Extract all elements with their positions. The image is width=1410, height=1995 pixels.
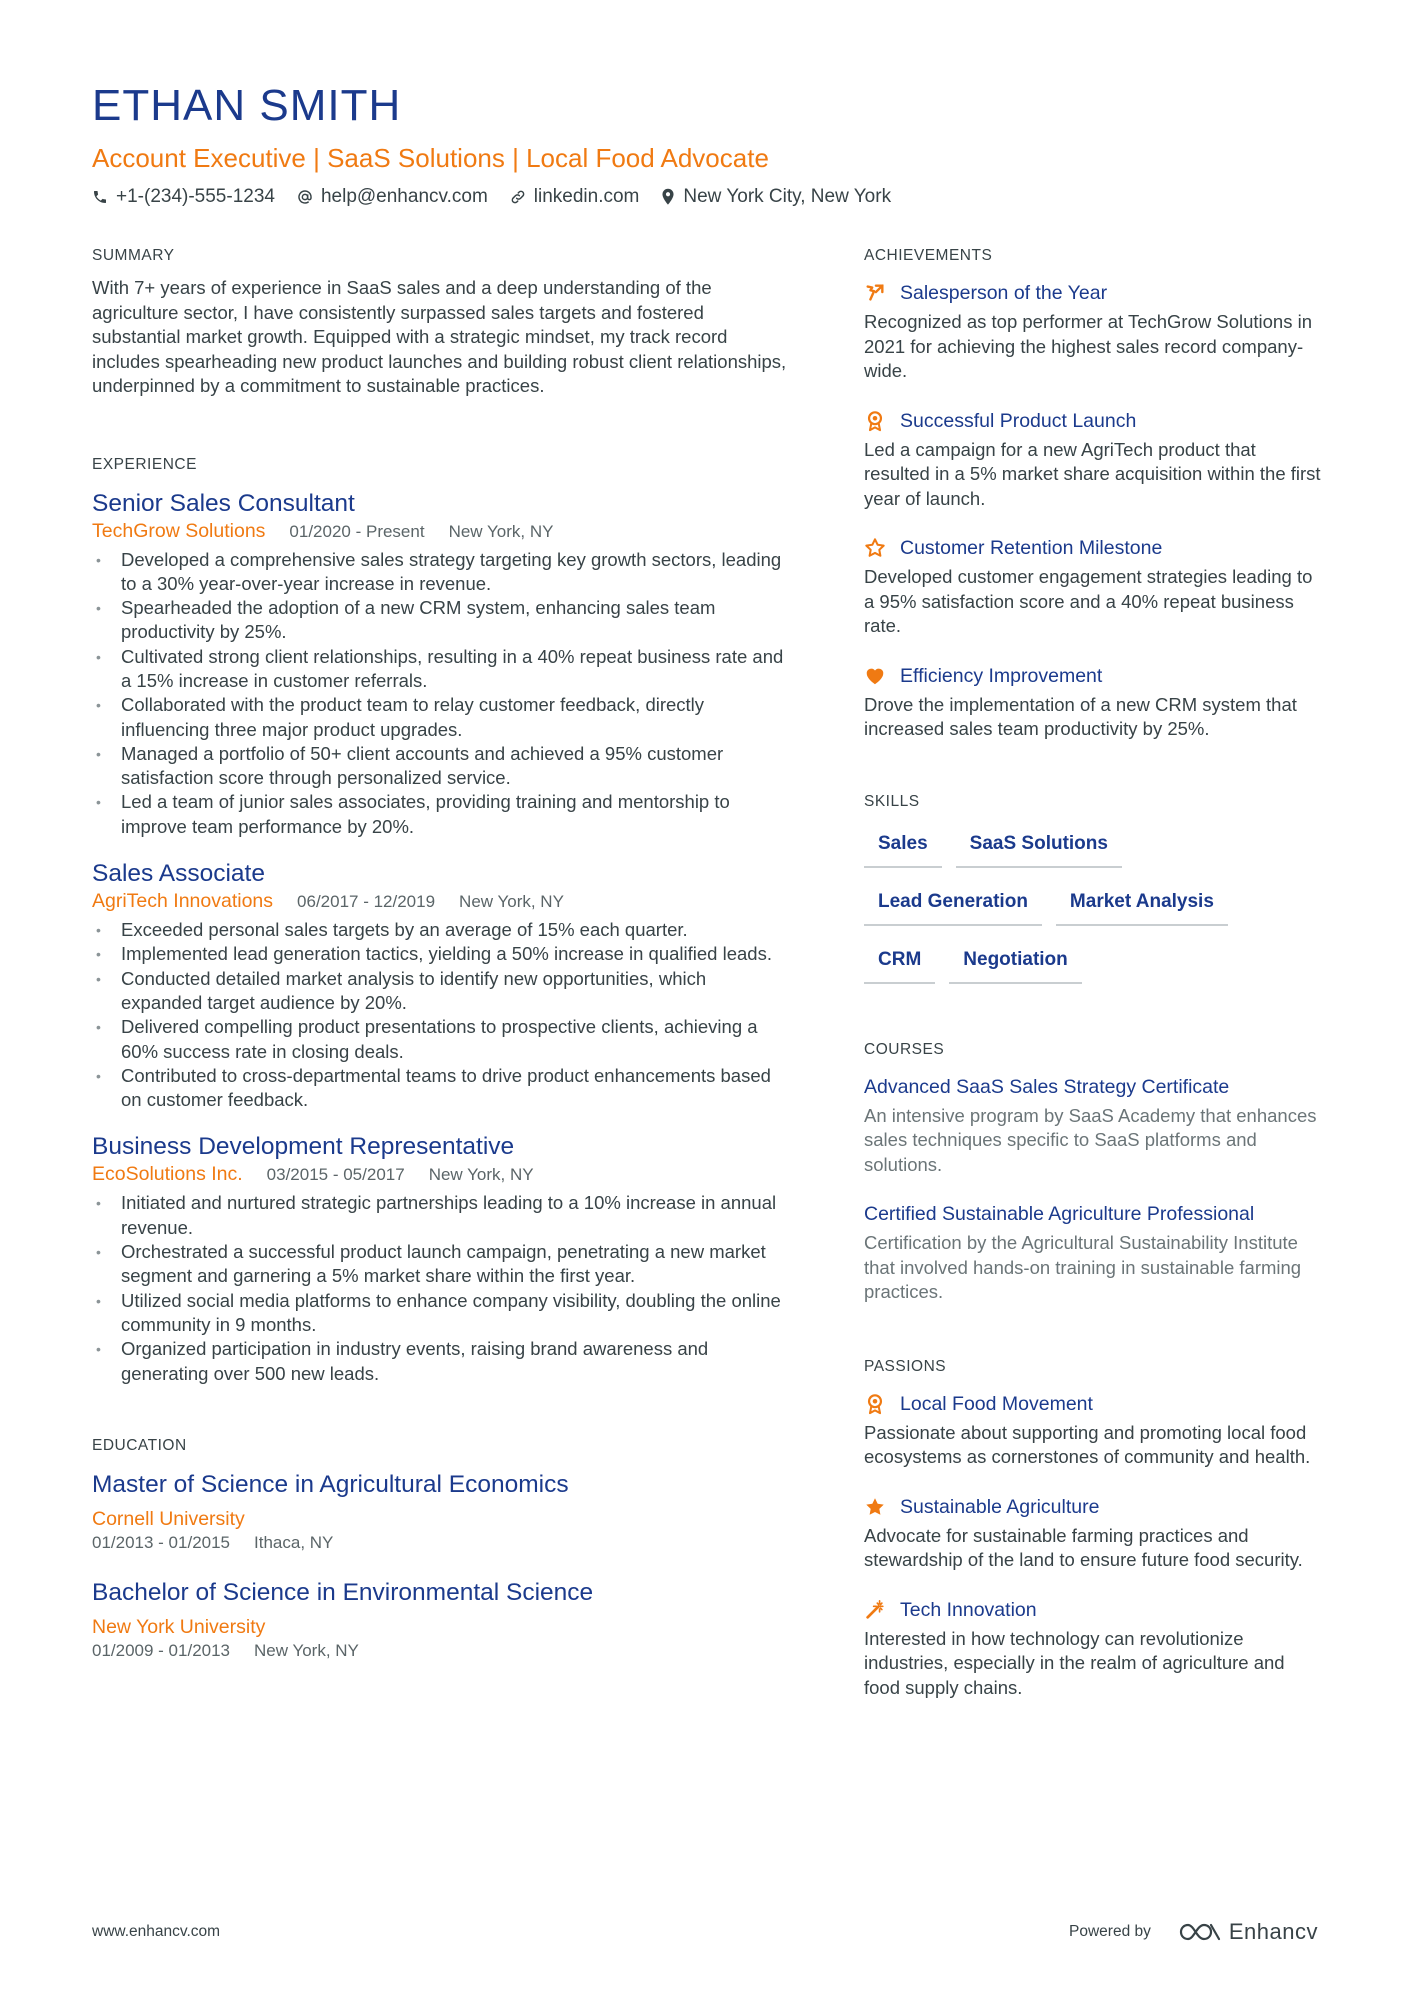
job-bullets [92,548,792,840]
bullet-item: • Contributed to cross-departmental teams to drive product enhancements based on customer feedback. [92,1064,792,1113]
bullet-item: • Conducted detailed market analysis to identify new opportunities, which expanded target audience by 20%. [92,967,792,1016]
bullet-item: • Exceeded personal sales targets by an average of 15% each quarter. [92,918,792,942]
job-meta [92,519,792,544]
skill-tag: SaaS Solutions [956,824,1122,868]
achievement-title: Salesperson of the Year [900,282,1108,304]
job-dates: 03/2015 - 05/2017 [266,1165,405,1185]
bullet-item: • Implemented lead generation tactics, yielding a 50% increase in qualified leads. [92,942,792,966]
experience-entry [92,859,792,1112]
education-entry [92,1470,792,1554]
star-filled-icon [864,1496,886,1518]
summary-section [92,246,792,399]
skills-section [864,792,1324,998]
achievement-item [864,535,1324,639]
education-dates: 01/2009 - 01/2013 [92,1640,231,1660]
footer-branding [1069,1919,1318,1945]
skill-tag: Sales [864,824,942,868]
passion-desc: Interested in how technology can revolutionize industries, especially in the realm of agriculture and food supply chains. [864,1627,1285,1698]
bullet-item: • Cultivated strong client relationships, resulting in a 40% repeat business rate and a 15% increase in customer referrals. [92,645,792,694]
degree-title: Master of Science in Agricultural Economics [92,1470,569,1498]
passion-item [864,1391,1324,1470]
medal-icon [864,1393,886,1415]
bullet-item: • Delivered compelling product presentations to prospective clients, achieving a 60% success rate in closing deals. [92,1015,792,1064]
phone-icon [92,189,108,205]
bullet-item: • Led a team of junior sales associates, providing training and mentorship to improve team performance by 20%. [92,790,792,839]
experience-entry [92,1132,792,1385]
job-bullets [92,1191,792,1385]
trophy-icon [864,282,886,304]
heart-icon [864,665,886,687]
education-meta [92,1640,792,1662]
contact-info [92,184,1322,210]
school-name: Cornell University [92,1507,245,1530]
school-name: New York University [92,1615,266,1638]
section-title-courses: COURSES [864,1040,945,1058]
courses-section [864,1040,1324,1305]
phone-text: +1-(234)-555-1234 [116,186,275,207]
magic-wand-icon [864,1599,886,1621]
section-title-passions: PASSIONS [864,1357,947,1375]
achievement-item [864,280,1324,384]
right-column [864,246,1324,1700]
footer-url[interactable]: www.enhancv.com [92,1923,221,1940]
job-location: New York, NY [448,521,554,541]
bullet-item: • Orchestrated a successful product launch campaign, penetrating a new market segment and garnering a 5% market share within the first year. [92,1240,792,1289]
passions-section [864,1357,1324,1701]
company-name: EcoSolutions Inc. [92,1163,243,1186]
resume-header [92,80,1322,210]
course-item [864,1074,1324,1178]
passion-title: Tech Innovation [900,1598,1037,1621]
page-footer [92,1919,1318,1945]
skill-tag: Market Analysis [1056,882,1228,926]
section-title-experience: EXPERIENCE [92,455,197,473]
left-column [92,246,792,1662]
phone-contact [92,184,275,210]
job-location: New York, NY [428,1165,534,1185]
section-title-skills: SKILLS [864,792,920,810]
job-meta [92,889,792,914]
section-title-achievements: ACHIEVEMENTS [864,247,993,264]
skill-tag: Lead Generation [864,882,1042,926]
map-pin-icon [661,188,675,206]
job-title: Senior Sales Consultant [92,489,355,517]
job-meta [92,1162,792,1187]
star-outline-icon [864,537,886,559]
experience-entry [92,489,792,840]
job-dates: 06/2017 - 12/2019 [297,892,436,912]
email-contact[interactable] [297,184,488,210]
job-title: Business Development Representative [92,1133,515,1161]
passion-desc: Advocate for sustainable farming practices and stewardship of the land to ensure future food security. [864,1524,1303,1570]
education-location: Ithaca, NY [254,1532,334,1552]
section-title-summary: SUMMARY [92,247,175,264]
section-title-education: EDUCATION [92,1436,187,1454]
location-contact [661,184,891,210]
candidate-name: ETHAN SMITH [92,81,402,130]
education-dates: 01/2013 - 01/2015 [92,1532,231,1552]
skill-tag: CRM [864,940,935,984]
course-item [864,1201,1324,1305]
location-text: New York City, New York [683,186,892,207]
skill-tag: Negotiation [949,940,1082,984]
achievement-desc: Drove the implementation of a new CRM system that increased sales team productivity by 25%. [864,693,1297,739]
link-icon [510,189,526,205]
achievement-title: Efficiency Improvement [900,664,1103,687]
brand-name: Enhancv [1228,1919,1318,1944]
job-location: New York, NY [459,892,564,912]
education-section [92,1436,792,1662]
bullet-item: • Spearheaded the adoption of a new CRM system, enhancing sales team productivity by 25%. [92,596,792,645]
enhancv-logo-icon [1177,1920,1223,1944]
passion-item [864,1597,1324,1701]
powered-by-label: Powered by [1069,1923,1151,1940]
at-icon [297,189,313,205]
achievement-desc: Developed customer engagement strategies leading to a 95% satisfaction score and a 40% repeat business rate. [864,566,1313,636]
course-desc: An intensive program by SaaS Academy that enhances sales techniques specific to SaaS platforms and solutions. [864,1104,1317,1175]
passion-title: Sustainable Agriculture [900,1495,1100,1518]
medal-icon [864,410,886,432]
achievement-item [864,408,1324,512]
achievement-title: Customer Retention Milestone [900,537,1163,559]
passion-desc: Passionate about supporting and promoting local food ecosystems as cornerstones of community and health. [864,1421,1311,1467]
headline: Account Executive | SaaS Solutions | Local Food Advocate [92,143,769,173]
bullet-item: • Collaborated with the product team to relay customer feedback, directly influencing three major product upgrades. [92,693,792,742]
job-dates: 01/2020 - Present [289,521,425,541]
education-entry [92,1578,792,1662]
bullet-item: • Managed a portfolio of 50+ client accounts and achieved a 95% customer satisfaction score through personalized service. [92,742,792,791]
achievement-desc: Recognized as top performer at TechGrow Solutions in 2021 for achieving the highest sales record company-wide. [864,311,1313,381]
company-name: AgriTech Innovations [92,890,274,913]
education-meta [92,1532,792,1554]
passion-title: Local Food Movement [900,1392,1093,1415]
job-bullets [92,918,792,1112]
bullet-item: • Organized participation in industry events, raising brand awareness and generating over 500 new leads. [92,1337,792,1386]
achievement-desc: Led a campaign for a new AgriTech product that resulted in a 5% market share acquisition within the first year of launch. [864,438,1321,509]
education-location: New York, NY [254,1640,359,1660]
experience-section [92,455,792,1386]
linkedin-contact[interactable] [510,184,640,210]
course-desc: Certification by the Agricultural Sustainability Institute that involved hands-on training in sustainable farming practices. [864,1232,1302,1302]
bullet-item: • Utilized social media platforms to enhance company visibility, doubling the online community in 9 months. [92,1289,792,1338]
bullet-item: • Initiated and nurtured strategic partnerships leading to a 10% increase in annual revenue. [92,1191,792,1240]
linkedin-text: linkedin.com [533,186,640,207]
skills-list [864,824,1324,998]
degree-title: Bachelor of Science in Environmental Science [92,1578,594,1606]
course-title: Certified Sustainable Agriculture Professional [864,1203,1255,1225]
achievement-title: Successful Product Launch [900,409,1137,432]
passion-item [864,1494,1324,1573]
summary-text: With 7+ years of experience in SaaS sales and a deep understanding of the agriculture sector, I have consistently surpassed sales targets and fostered substantial market growth. Equipped with a strategic mindset, my track record includes spearheading new product launches and building robust client relationships, underpinned by a commitment to sustainable practices. [92,277,787,396]
achievement-item [864,663,1324,742]
job-title: Sales Associate [92,860,265,888]
achievements-section [864,246,1324,742]
course-title: Advanced SaaS Sales Strategy Certificate [864,1075,1230,1098]
company-name: TechGrow Solutions [92,519,266,542]
bullet-item: • Developed a comprehensive sales strategy targeting key growth sectors, leading to a 30% year-over-year increase in revenue. [92,548,792,597]
email-text: help@enhancv.com [320,186,488,207]
